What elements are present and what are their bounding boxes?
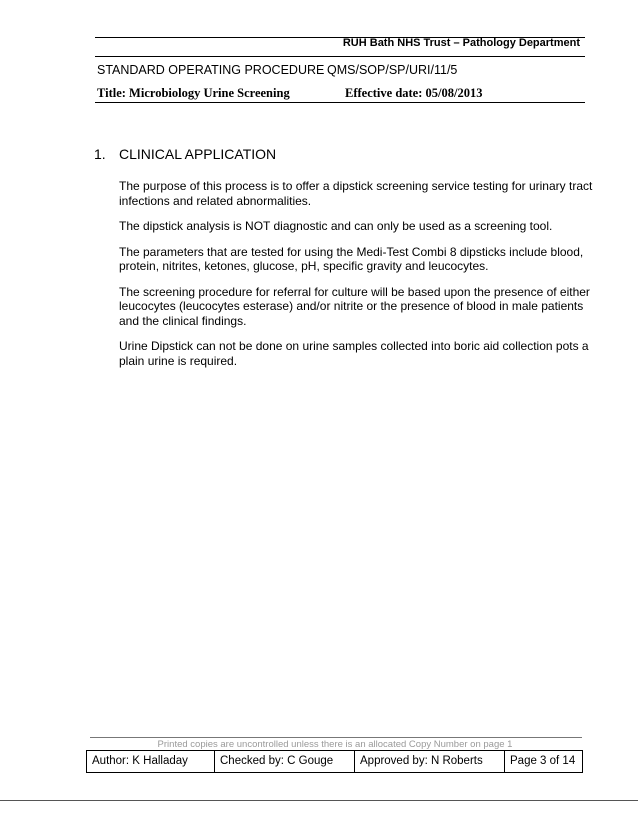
section-number: 1. <box>94 146 106 162</box>
section-body <box>119 179 597 379</box>
header-mid-rule <box>95 56 585 57</box>
paragraph: Urine Dipstick can not be done on urine samples collected into boric aid collection pots a plain urine is required. <box>119 339 589 368</box>
paragraph: The dipstick analysis is NOT diagnostic and can only be used as a screening tool. <box>119 219 553 233</box>
header-bottom-rule <box>95 102 585 103</box>
signoff-table <box>86 750 583 773</box>
paragraph: The screening procedure for referral for culture will be based upon the presence of either leucocytes (leucocytes esterase) and/or nitrite or the presence of blood in male patients and the clinical findings. <box>119 284 590 328</box>
sop-row <box>97 63 458 77</box>
document-type: STANDARD OPERATING PROCEDURE <box>97 63 325 77</box>
organisation-name: RUH Bath NHS Trust – Pathology Department <box>342 37 580 49</box>
title-row <box>97 86 483 101</box>
document-title: Title: Microbiology Urine Screening <box>97 86 290 100</box>
author-cell: Author: K Halladay <box>87 751 215 773</box>
approved-by-cell: Approved by: N Roberts <box>355 751 505 773</box>
page-number-cell: Page 3 of 14 <box>505 751 583 773</box>
signoff-row <box>87 751 583 773</box>
page-bottom-rule <box>0 800 638 801</box>
document-reference: QMS/SOP/SP/URI/11/5 <box>327 63 458 77</box>
paragraph: The parameters that are tested for using the Medi-Test Combi 8 dipsticks include blood, protein, nitrites, ketones, glucose, pH, specific gravity and leucocytes. <box>119 244 584 273</box>
uncontrolled-copy-notice: Printed copies are uncontrolled unless there is an allocated Copy Number on page 1 <box>157 739 513 750</box>
paragraph: The purpose of this process is to offer a dipstick screening service testing for urinary tract infections and related abnormalities. <box>119 179 593 208</box>
footer-rule <box>90 737 582 738</box>
section-title: CLINICAL APPLICATION <box>119 146 277 162</box>
effective-date: Effective date: 05/08/2013 <box>345 86 483 100</box>
checked-by-cell: Checked by: C Gouge <box>215 751 355 773</box>
section-heading <box>94 146 277 162</box>
